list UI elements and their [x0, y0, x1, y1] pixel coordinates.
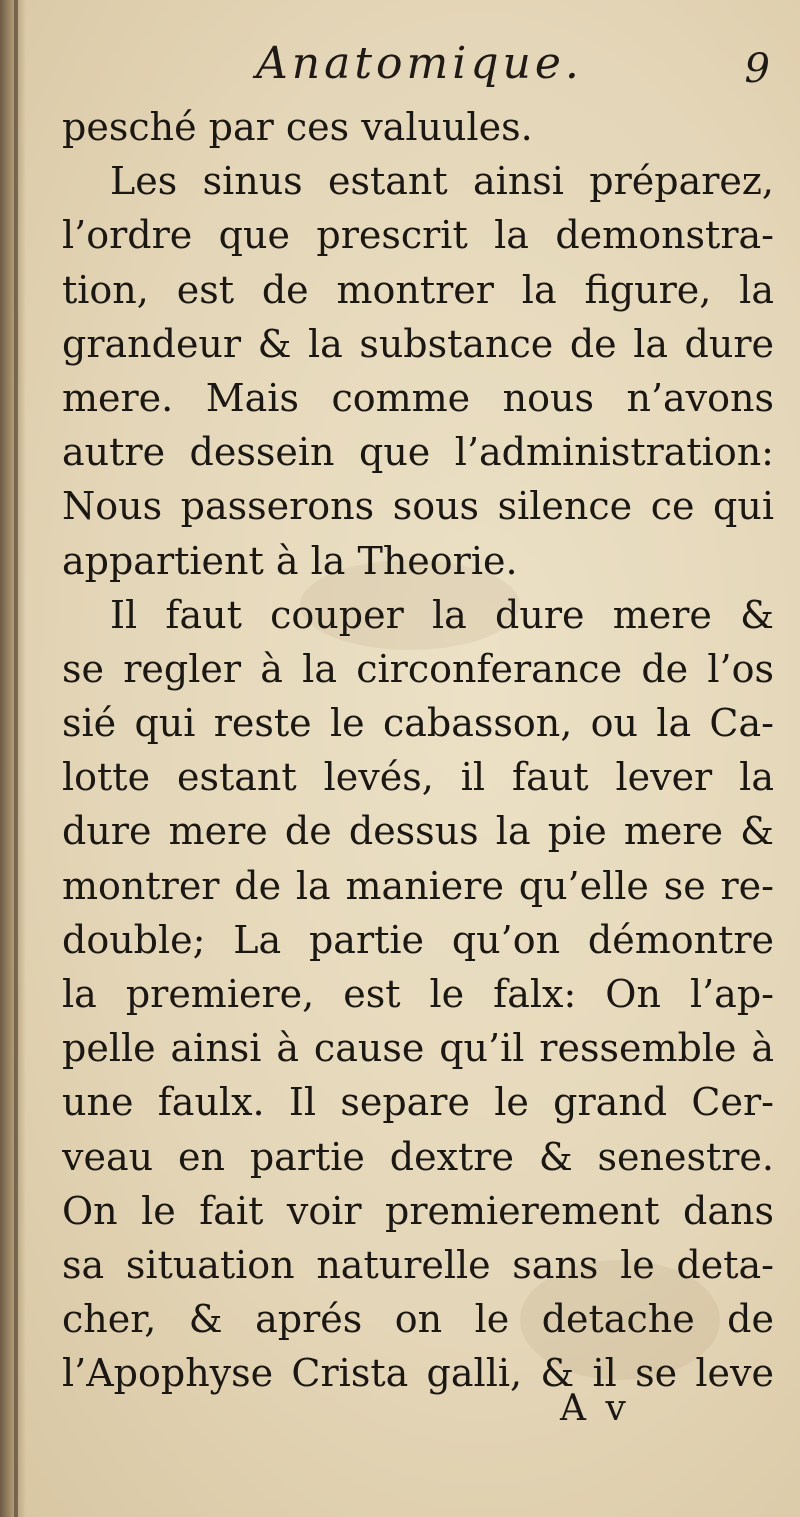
text-line: veau en partie dextre & senestre. — [62, 1134, 774, 1179]
text-line: montrer de la maniere qu’elle se re- — [62, 863, 774, 908]
text-line: mere. Mais comme nous n’avons — [62, 375, 774, 420]
text-line: autre dessein que l’administration: — [62, 430, 774, 475]
text-line: se regler à la circonferance de l’os — [62, 646, 774, 691]
running-title: Anatomique. — [256, 38, 583, 89]
text-line: une faulx. Il separe le grand Cer- — [62, 1080, 774, 1125]
gutter-line — [14, 0, 18, 1517]
text-line: double; La partie qu’on démontre — [62, 917, 774, 962]
catchword: A v — [560, 1388, 630, 1429]
body-text — [62, 100, 774, 1401]
text-line: l’ordre que prescrit la demonstra- — [62, 213, 774, 258]
text-line: dure mere de dessus la pie mere & — [62, 809, 774, 854]
text-line: cher, & aprés on le detache de — [62, 1297, 774, 1342]
text-line: pelle ainsi à cause qu’il ressemble à — [62, 1026, 774, 1071]
text-line: On le fait voir premierement dans — [62, 1188, 774, 1233]
page-header — [60, 28, 780, 108]
text-line: sié qui reste le cabasson, ou la Ca- — [62, 701, 774, 746]
gutter-shadow — [0, 0, 26, 1517]
text-line: Nous passerons sous silence ce qui — [62, 484, 774, 529]
text-line: lotte estant levés, il faut lever la — [62, 755, 774, 800]
text-line: l’Apophyse Crista galli, & il se leve — [62, 1351, 774, 1396]
text-line: tion, est de montrer la figure, la — [62, 267, 774, 312]
text-line: grandeur & la substance de la dure — [62, 321, 774, 366]
page-number: 9 — [744, 46, 770, 92]
text-line: pesché par ces valuules. — [62, 105, 533, 149]
text-line: la premiere, est le falx: On l’ap- — [62, 972, 774, 1016]
text-line: appartient à la Theorie. — [62, 538, 518, 583]
text-line: sa situation naturelle sans le deta- — [62, 1242, 774, 1287]
text-line: Les sinus estant ainsi préparez, — [110, 159, 774, 204]
text-line: Il faut couper la dure mere & — [110, 592, 774, 637]
